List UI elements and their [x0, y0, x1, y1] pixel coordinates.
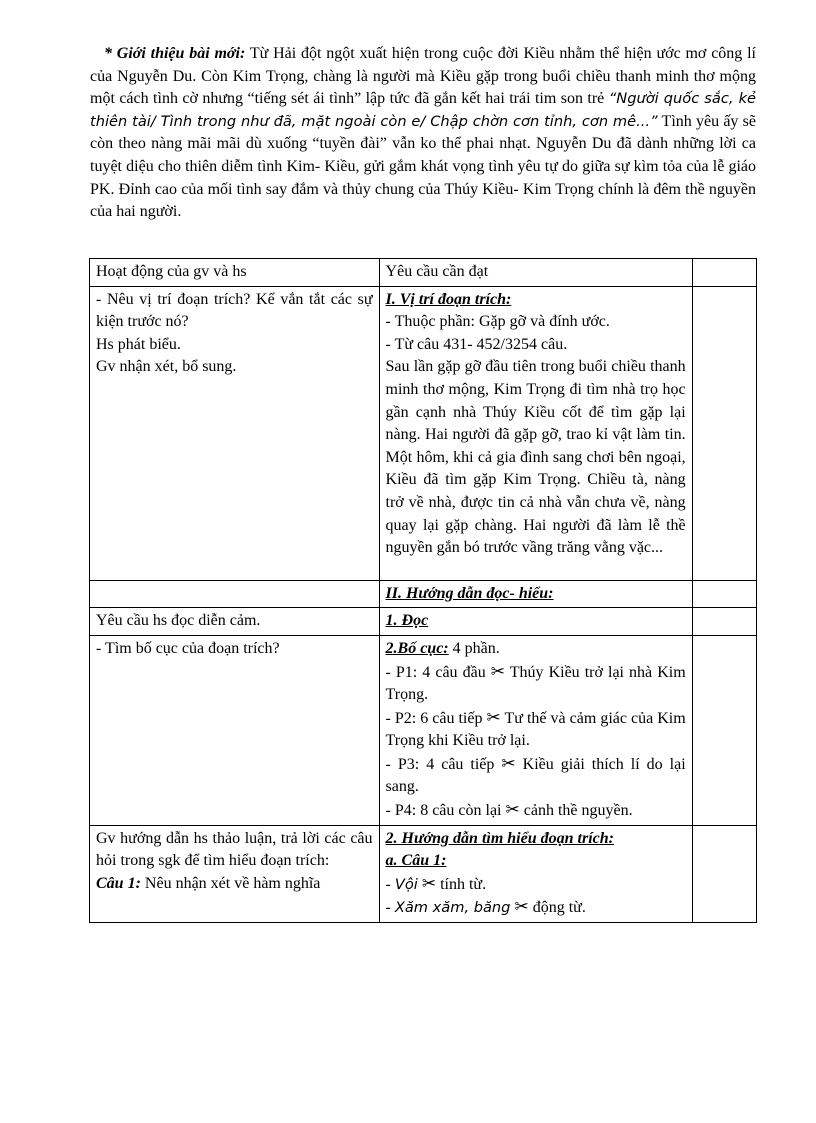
row3-empty — [692, 608, 756, 636]
intro-lead: * Giới thiệu bài mới: — [104, 45, 246, 62]
word: Xăm xăm, băng — [394, 899, 511, 917]
word-class: động từ. — [528, 899, 586, 917]
table-header-row — [90, 259, 757, 287]
word: Vội — [394, 875, 418, 893]
table-row — [90, 286, 757, 580]
section-heading: II. Hướng dẫn đọc- hiểu: — [385, 584, 554, 602]
table-row — [90, 825, 757, 922]
row4-empty — [692, 635, 756, 825]
row4-left: - Tìm bố cục của đoạn trích? — [90, 635, 380, 825]
word-item: - Xăm xăm, băng ✂ động từ. — [385, 897, 586, 918]
row5-left-text: Gv hướng dẫn hs thảo luận, trả lời các câu hỏi trong sgk để tìm hiểu đoạn trích: — [96, 829, 373, 870]
part-item — [386, 707, 686, 753]
row1-left-line: Hs phát biểu. — [96, 335, 181, 353]
row2-left — [90, 580, 380, 608]
question-text: Nêu nhận xét về hàm nghĩa — [140, 874, 321, 892]
section-heading: 2. Hướng dẫn tìm hiểu đoạn trích: — [385, 829, 614, 847]
row5-right — [379, 825, 692, 922]
part-text: Kiều giải thích lí do lại sang. — [385, 755, 686, 796]
row5-left — [90, 825, 380, 922]
row5-empty — [692, 825, 756, 922]
part-label: - P3: 4 câu tiếp — [385, 755, 502, 773]
row3-right — [379, 608, 692, 636]
header-empty — [692, 259, 756, 287]
intro-verse: “Người quốc sắc, kẻ thiên tài/ Tình trong như đã, mặt ngoài còn e/ Chập chờn cơn tỉnh, cơn mê...” — [90, 90, 757, 130]
part-text: Tư thế và cảm giác của Kim Trọng khi Kiều trở lại. — [385, 709, 686, 750]
heading-tail: 4 phần. — [448, 639, 500, 657]
section-heading: 2.Bố cục: — [385, 639, 449, 657]
row1-line: - Từ câu 431- 452/3254 câu. — [385, 335, 568, 353]
table-row — [90, 580, 757, 608]
row5-question — [96, 873, 373, 896]
row1-left — [90, 286, 380, 580]
sub-heading: a. Câu 1: — [385, 852, 447, 870]
part-text: cảnh thề nguyền. — [519, 802, 633, 820]
scissors-icon: ✂ — [514, 897, 529, 918]
section-heading: I. Vị trí đoạn trích: — [385, 290, 512, 308]
row4-heading-line — [386, 638, 686, 661]
scissors-icon: ✂ — [486, 707, 501, 728]
part-item — [386, 661, 686, 707]
row1-right — [379, 286, 692, 580]
row4-right — [379, 635, 692, 825]
part-label: - P4: 8 câu còn lại — [385, 802, 506, 820]
row3-left: Yêu cầu hs đọc diễn cảm. — [90, 608, 380, 636]
row1-empty — [692, 286, 756, 580]
scissors-icon: ✂ — [421, 873, 437, 894]
intro-paragraph — [90, 43, 756, 224]
row1-left-line: - Nêu vị trí đoạn trích? Kể vắn tắt các sự kiện trước nó? — [96, 290, 373, 331]
word-item: - Vội ✂ tính từ. — [385, 873, 487, 894]
lesson-table — [89, 258, 757, 923]
word-class: tính từ. — [436, 875, 487, 893]
section-heading: 1. Đọc — [385, 612, 429, 630]
part-text: Thúy Kiều trở lại nhà Kim Trọng. — [385, 663, 686, 704]
table-row — [90, 635, 757, 825]
question-label: Câu 1: — [96, 874, 141, 892]
row2-right — [379, 580, 692, 608]
part-item — [386, 753, 686, 799]
row1-line: - Thuộc phần: Gặp gỡ và đính ước. — [385, 313, 610, 331]
row1-left-line: Gv nhận xét, bổ sung. — [96, 358, 237, 376]
row2-empty — [692, 580, 756, 608]
scissors-icon: ✂ — [501, 753, 516, 774]
scissors-icon: ✂ — [490, 661, 505, 682]
intro-text-2: Tình yêu ấy sẽ còn theo nàng mãi mãi dù xuống “tuyền đài” vẫn ko thể phai nhạt. Nguyễn Du đã dành những lời ca tuyệt diệu cho thiên diễm tình Kim- Kiều, gửi gắm khát vọng tình yêu tự do giữa sự kìm tỏa của lễ giáo PK. Đỉnh cao của mối tình say đắm và thủy chung của Thúy Kiều- Kim Trọng chính là đêm thề nguyền của hai người. — [90, 112, 756, 221]
part-label: - P2: 6 câu tiếp — [385, 709, 487, 727]
row1-paragraph: Sau lần gặp gỡ đầu tiên trong buổi chiều thanh minh thơ mộng, Kim Trọng đi tìm nhà trọ học gần cạnh nhà Thúy Kiều cốt để tìm gặp lại nàng. Hai người đã gặp gỡ, trao kỉ vật làm tin. Một hôm, khi cả gia đình sang chơi bên ngoại, Kiều đã tìm gặp Kim Trọng. Chiều tà, nàng trở về nhà, được tin cả nhà vẫn chưa về, nàng quay lại gặp chàng. Hai người đã làm lễ thề nguyền gắn bó trước vầng trăng vằng vặc... — [385, 358, 686, 557]
part-label: - P1: 4 câu đầu — [385, 663, 491, 681]
scissors-icon: ✂ — [505, 800, 520, 821]
header-requirement: Yêu cầu cần đạt — [379, 259, 692, 287]
intro-text-1: Từ Hải đột ngột xuất hiện trong cuộc đời Kiều nhằm thể hiện ước mơ công lí của Nguyễn Du. Còn Kim Trọng, chàng là người mà Kiều gặp trong buổi chiều thanh minh thơ mộng một cách tình cờ nhưng “tiếng sét ái tình” lập tức đã gắn kết hai trái tim son trẻ — [90, 45, 756, 108]
table-row — [90, 608, 757, 636]
header-activity: Hoạt động của gv và hs — [90, 259, 380, 287]
part-item — [386, 799, 686, 823]
